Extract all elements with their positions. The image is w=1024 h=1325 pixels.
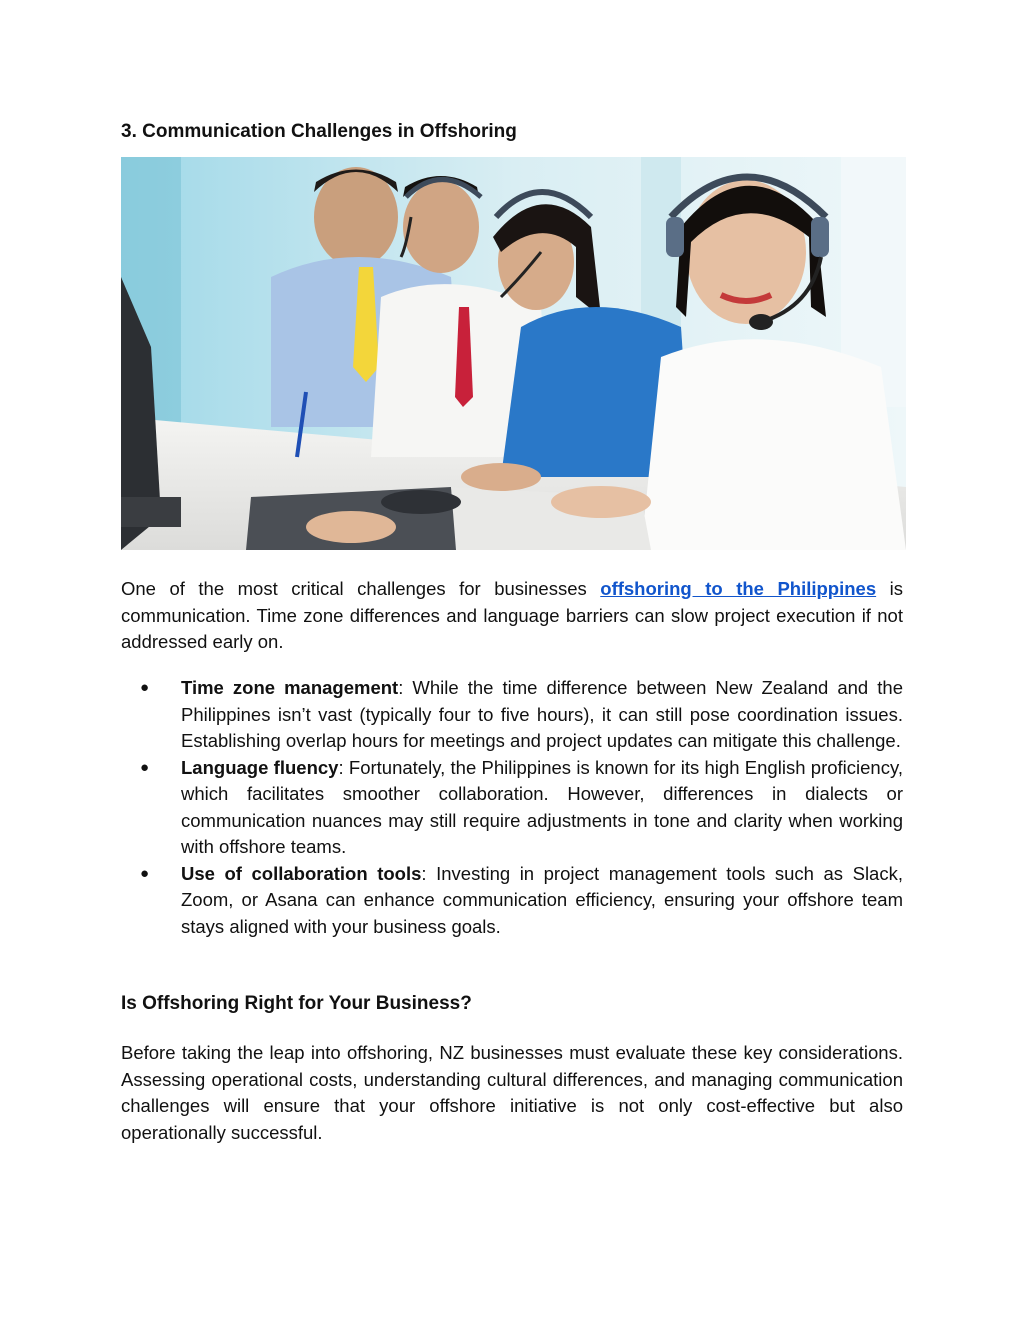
intro-paragraph	[121, 576, 903, 656]
offshoring-philippines-link[interactable]: offshoring to the Philippines	[600, 578, 877, 599]
bullet-text: : Fortunately, the Philippines is known for its high English proficiency, which facilitates smoother collaboration. However, differences in dialects or communication nuances may still require adjustments in tone and clarity when working with offshore teams.	[181, 756, 903, 857]
bullet-term: Use of collaboration tools	[181, 862, 422, 884]
challenge-list	[121, 675, 903, 940]
list-item	[121, 861, 903, 941]
intro-text-after: is communication. Time zone differences and language barriers can slow project execution if not addressed early on.	[121, 578, 903, 652]
bullet-term: Time zone management	[181, 677, 399, 698]
intro-text-before: One of the most critical challenges for businesses	[121, 578, 601, 599]
list-item	[121, 675, 903, 755]
section-heading: 3. Communication Challenges in Offshoring	[121, 121, 517, 142]
bullet-icon: ●	[140, 864, 150, 882]
bullet-icon: ●	[140, 679, 150, 696]
bullet-text: : While the time difference between New Zealand and the Philippines isn’t vast (typically four to five hours), it can still pose coordination issues. Establishing overlap hours for meetings and project updates can mitigate this challenge.	[181, 677, 903, 751]
closing-heading: Is Offshoring Right for Your Business?	[121, 993, 472, 1014]
list-item	[121, 755, 903, 861]
call-center-photo	[121, 157, 906, 550]
closing-paragraph: Before taking the leap into offshoring, NZ businesses must evaluate these key considerations. Assessing operational costs, understanding cultural differences, and managing communication challenges will ensure that your offshore initiative is not only cost-effective but also operationally successful.	[121, 1042, 903, 1143]
bullet-text: : Investing in project management tools such as Slack, Zoom, or Asana can enhance communication efficiency, ensuring your offshore team stays aligned with your business goals.	[181, 862, 903, 937]
bullet-icon: ●	[140, 758, 150, 776]
bullet-term: Language fluency	[181, 756, 339, 778]
